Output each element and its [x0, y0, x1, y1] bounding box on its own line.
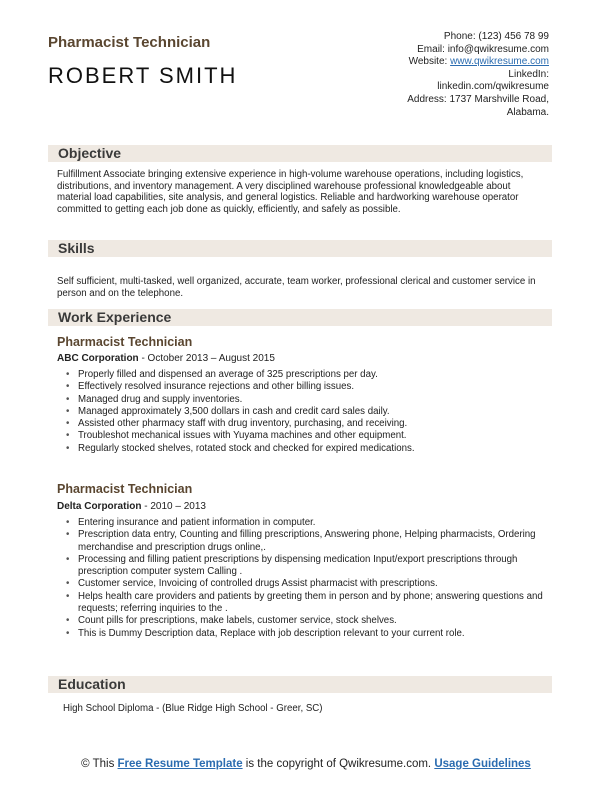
- list-item: • Assisted other pharmacy staff with drug inventory, purchasing, and receiving.: [66, 418, 556, 430]
- job-1-company: ABC Corporation: [57, 353, 139, 364]
- job-2-company-line: [57, 501, 206, 512]
- job-2-bullets: [66, 517, 556, 640]
- contact-address-line1: Address: 1737 Marshville Road,: [407, 93, 549, 105]
- usage-guidelines-link[interactable]: Usage Guidelines: [434, 758, 531, 770]
- list-item: • Managed drug and supply inventories.: [66, 394, 556, 406]
- list-item: • Properly filled and dispensed an average of 325 prescriptions per day.: [66, 369, 556, 381]
- list-item: • Customer service, Invoicing of controlled drugs Assist pharmacist with prescriptions.: [66, 578, 556, 590]
- list-item: • Processing and filling patient prescriptions by dispensing medication Input/export prescriptions through prescription computer system Calling .: [66, 554, 556, 579]
- footer-middle: is the copyright of Qwikresume.com.: [242, 758, 435, 770]
- contact-block: [289, 31, 549, 119]
- list-item: • Troubleshot mechanical issues with Yuyama machines and other equipment.: [66, 430, 556, 442]
- contact-email: Email: info@qwikresume.com: [417, 43, 549, 55]
- contact-linkedin-value: linkedin.com/qwikresume: [437, 81, 549, 93]
- job-1-bullets: [66, 369, 556, 455]
- education-heading: Education: [48, 676, 552, 693]
- job-1-dates: - October 2013 – August 2015: [138, 353, 275, 364]
- skills-text: Self sufficient, multi-tasked, well organized, accurate, team worker, professional clerical and customer service in person and on the telephone.: [57, 276, 536, 299]
- job-2-company: Delta Corporation: [57, 501, 142, 512]
- job-1-title: Pharmacist Technician: [57, 335, 193, 349]
- job-2-title: Pharmacist Technician: [57, 482, 193, 496]
- list-item: • Helps health care providers and patients by greeting them in person and by phone; answering questions and requests; referring inquiries to the .: [66, 591, 556, 616]
- contact-address-line2: Alabama.: [506, 106, 549, 118]
- list-item: • Prescription data entry, Counting and filling prescriptions, Answering phone, Helping pharmacists, Ordering merchandise and prescription drugs online,.: [66, 529, 556, 554]
- website-link[interactable]: www.qwikresume.com: [450, 56, 549, 68]
- footer-prefix: © This: [81, 758, 118, 770]
- objective-text: Fulfillment Associate bringing extensive experience in high-volume warehouse operations, including logistics, distributions, and inventory management. A very disciplined warehouse professional knowledgeable about material load capabilities, site analysis, and general logistics. Reliable and hardworking warehouse operator committed to getting each job done as quickly, efficiently, and safely as possible.: [57, 169, 524, 215]
- list-item: • Regularly stocked shelves, rotated stock and checked for expired medications.: [66, 443, 556, 455]
- work-experience-heading: Work Experience: [48, 309, 552, 326]
- job-2-dates: - 2010 – 2013: [141, 501, 206, 512]
- contact-website: [289, 56, 549, 69]
- contact-phone: Phone: (123) 456 78 99: [443, 31, 549, 42]
- list-item: • Count pills for prescriptions, make labels, customer service, stock shelves.: [66, 615, 556, 627]
- copyright-footer: [60, 758, 552, 771]
- resume-job-title: Pharmacist Technician: [48, 34, 211, 51]
- list-item: • Entering insurance and patient information in computer.: [66, 517, 556, 529]
- candidate-name: ROBERT SMITH: [48, 63, 238, 88]
- list-item: • Managed approximately 3,500 dollars in cash and credit card sales daily.: [66, 406, 556, 418]
- job-1-company-line: [57, 353, 275, 364]
- contact-linkedin-label: LinkedIn:: [508, 68, 549, 80]
- list-item: • Effectively resolved insurance rejections and other billing issues.: [66, 381, 556, 393]
- skills-heading: Skills: [48, 240, 552, 257]
- website-label: Website:: [408, 56, 451, 68]
- education-text: High School Diploma - (Blue Ridge High School - Greer, SC): [63, 703, 323, 714]
- objective-heading: Objective: [48, 145, 552, 162]
- list-item: • This is Dummy Description data, Replace with job description relevant to your current role.: [66, 628, 556, 640]
- free-resume-template-link[interactable]: Free Resume Template: [117, 758, 243, 770]
